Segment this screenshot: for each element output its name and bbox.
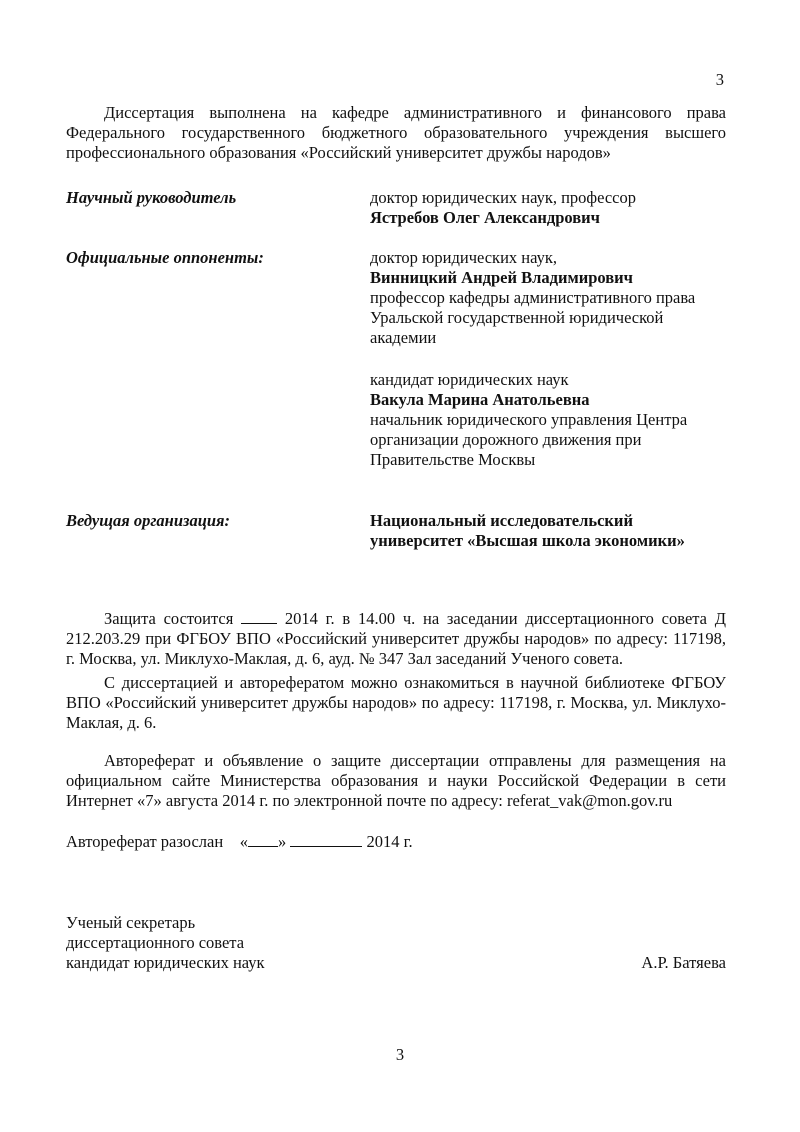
opponent-first-position-2: Уральской государственной юридической: [370, 308, 664, 327]
opponent-first-position-3: академии: [370, 328, 437, 347]
defense-date-blank: [241, 609, 277, 624]
opponent-first-name: Винницкий Андрей Владимирович: [370, 268, 633, 287]
opponent-second-position-3: Правительстве Москвы: [370, 450, 536, 469]
opponents-label: Официальные оппоненты:: [66, 248, 264, 267]
distributed-line: [66, 832, 413, 852]
supervisor-degree: доктор юридических наук, профессор: [370, 188, 637, 207]
secretary-line-1: Ученый секретарь: [66, 913, 196, 932]
opponent-first: [370, 248, 730, 348]
distributed-day-blank: [248, 832, 278, 847]
defense-paragraph: [66, 609, 726, 669]
library-paragraph: С диссертацией и авторефератом можно ознакомиться в научной библиотеке ФГБОУ ВПО «Российский университет дружбы народов» по адресу: 117198, г. Москва, ул. Миклухо-Маклая, д. 6.: [66, 673, 726, 732]
secretary-block: [66, 913, 265, 973]
defense-prefix: Защита состоится: [104, 609, 234, 628]
distributed-month-blank: [290, 832, 362, 847]
distributed-close-quote: »: [277, 832, 287, 851]
defense-suffix: 2014 г. в 14.00 ч. на заседании диссертационного совета Д 212.203.29 при ФГБОУ ВПО «Российский университет дружбы народов» по адресу: 117198, г. Москва, ул. Миклухо-Маклая, д. 6, ауд. № 347 Зал заседаний Ученого совета.: [66, 609, 727, 668]
opponent-second-position-1: начальник юридического управления Центра: [370, 410, 688, 429]
intro-paragraph: Диссертация выполнена на кафедре административного и финансового права Федерального государственного бюджетного образовательного учреждения высшего профессионального образования «Российский университет дружбы народов»: [66, 103, 726, 162]
supervisor-name: Ястребов Олег Александрович: [370, 208, 600, 227]
secretary-line-3: кандидат юридических наук: [66, 953, 265, 972]
supervisor-block: [370, 188, 730, 228]
secretary-name: А.Р. Батяева: [641, 953, 726, 972]
distributed-open-quote: «: [239, 832, 248, 851]
distributed-prefix: Автореферат разослан: [66, 832, 224, 851]
leading-org-line-2: университет «Высшая школа экономики»: [370, 531, 685, 550]
leading-org-block: [370, 511, 730, 551]
leading-org-label: Ведущая организация:: [66, 511, 231, 530]
opponent-first-position-1: профессор кафедры административного права: [370, 288, 696, 307]
opponent-second: [370, 370, 730, 470]
distributed-year: 2014 г.: [366, 832, 413, 851]
opponent-first-degree: доктор юридических наук,: [370, 248, 557, 267]
opponent-second-name: Вакула Марина Анатольевна: [370, 390, 590, 409]
supervisor-label: Научный руководитель: [66, 188, 237, 207]
opponent-second-degree: кандидат юридических наук: [370, 370, 569, 389]
leading-org-line-1: Национальный исследовательский: [370, 511, 633, 530]
announcement-paragraph: Автореферат и объявление о защите диссертации отправлены для размещения на официальном сайте Министерства образования и науки Российской Федерации в сети Интернет «7» августа 2014 г. по электронной почте по адресу: referat_vak@mon.gov.ru: [66, 751, 726, 810]
page-number-top: 3: [715, 70, 724, 89]
opponent-second-position-2: организации дорожного движения при: [370, 430, 642, 449]
secretary-line-2: диссертационного совета: [66, 933, 245, 952]
page-number-bottom: 3: [395, 1045, 405, 1064]
